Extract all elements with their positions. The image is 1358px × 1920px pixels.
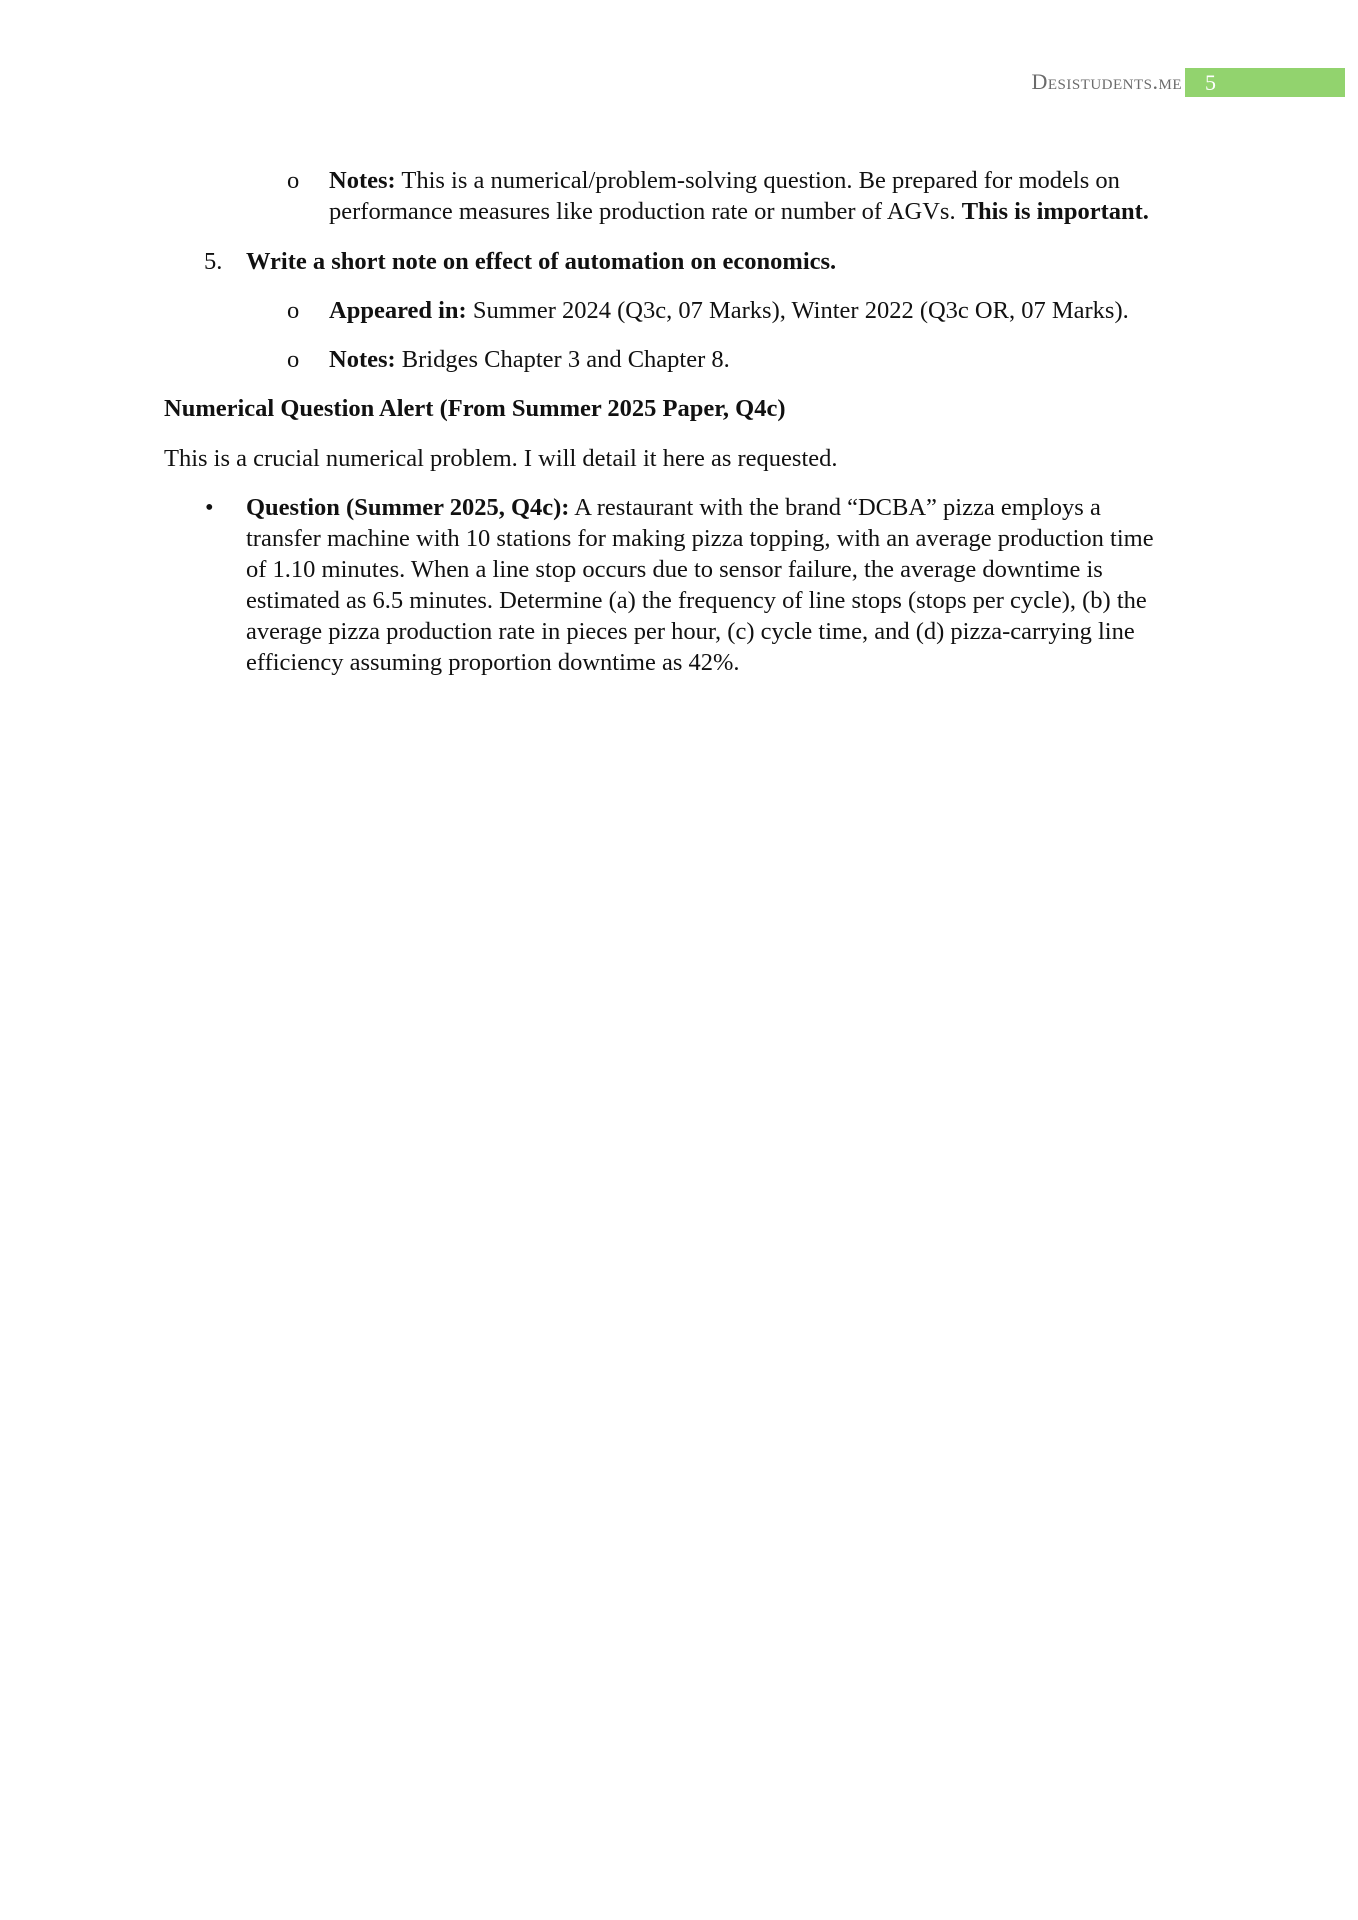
question-line-4: estimated as 6.5 minutes. Determine (a) the frequency of line stops (stops per cycle), (b) the (246, 587, 1147, 614)
notes-label: Notes: (329, 346, 396, 373)
appeared-text: Summer 2024 (Q3c, 07 Marks), Winter 2022 (Q3c OR, 07 Marks). (466, 297, 1129, 324)
question-label: Question (Summer 2025, Q4c): (246, 494, 570, 521)
question-line-5: average pizza production rate in pieces per hour, (c) cycle time, and (d) pizza-carrying line (246, 618, 1135, 645)
appeared-line (329, 295, 1129, 326)
appeared-label: Appeared in: (329, 297, 467, 324)
notes-line-2 (329, 196, 1149, 227)
item-question: Write a short note on effect of automation on economics. (246, 248, 837, 275)
list-marker: o (287, 346, 300, 373)
section-heading: Numerical Question Alert (From Summer 2025 Paper, Q4c) (164, 395, 786, 422)
question-line-2: transfer machine with 10 stations for making pizza topping, with an average production time (246, 525, 1154, 552)
important-note: This is important. (961, 198, 1149, 225)
notes-line (329, 344, 730, 375)
intro-paragraph: This is a crucial numerical problem. I will detail it here as requested. (164, 445, 838, 472)
item-number: 5. (204, 248, 223, 275)
page-number: 5 (1185, 68, 1345, 97)
site-name: Desistudents.me (1031, 69, 1182, 94)
notes-label: Notes: (329, 167, 396, 194)
notes-text: Bridges Chapter 3 and Chapter 8. (395, 346, 730, 373)
bullet: • (205, 494, 214, 521)
question-line-3: of 1.10 minutes. When a line stop occurs due to sensor failure, the average downtime is (246, 556, 1103, 583)
question-line-1 (246, 492, 1101, 523)
question-line-6: efficiency assuming proportion downtime as 42%. (246, 649, 740, 676)
notes-text-cont: performance measures like production rate or number of AGVs. (329, 198, 962, 225)
question-text: A restaurant with the brand “DCBA” pizza employs a (569, 494, 1101, 521)
list-marker: o (287, 167, 300, 194)
notes-line-1 (329, 165, 1120, 196)
list-marker: o (287, 297, 300, 324)
notes-text: This is a numerical/problem-solving question. Be prepared for models on (395, 167, 1120, 194)
